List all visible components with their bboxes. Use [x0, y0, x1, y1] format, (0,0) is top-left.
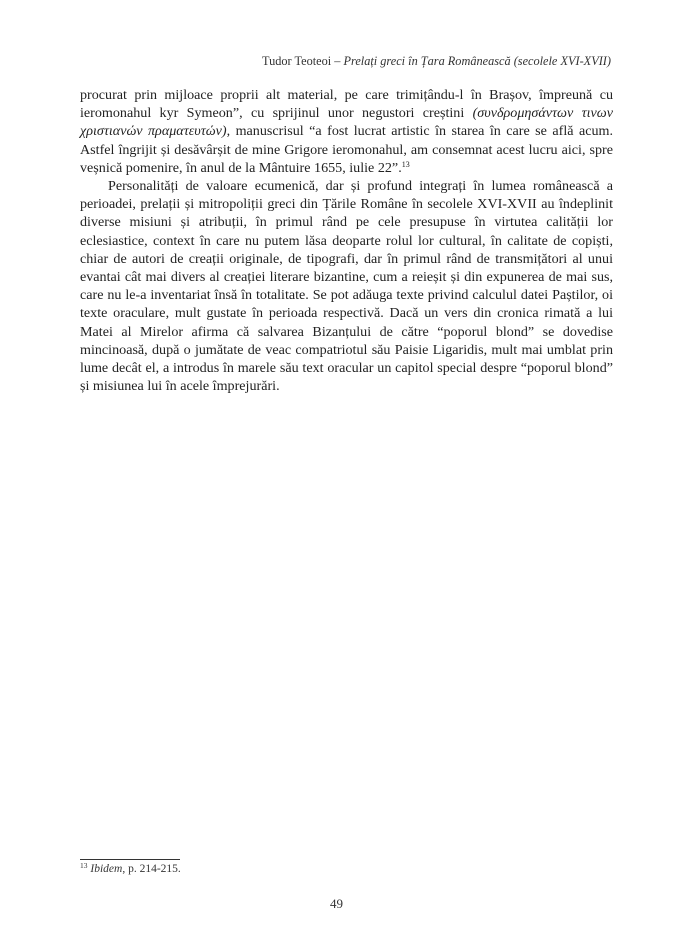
- header-separator: –: [331, 54, 344, 68]
- header-title: Prelați greci în Țara Românească (secolele XVI-XVII): [343, 54, 611, 68]
- paragraph-2: Personalități de valoare ecumenică, dar și profund integrați în lumea românească a perioadei, prelații și mitropoliții greci din Țările Române în secolele XVI-XVII au îndeplinit diverse misiuni și atribuții, în primul rând pe cele presupuse în virtutea calității lor eclesiastice, context în care nu putem lăsa deoparte rolul lor cultural, în calitate de copiști, chiar de autori de creații originale, de tipografi, dar în primul rând de transmițători al unui evantai cât mai divers al creației literare bizantine, cum a reieșit și din expunerea de mai sus, care nu le-a inventariat însă în totalitate. Se pot adăuga texte privind calculul datei Paștilor, oi texte oraculare, mult gustate în perioada respectivă. Dacă un vers din cronica rimată a lui Matei al Mirelor afirma că salvarea Bizanțului de către “poporul blond” se dovedise mincinoasă, după o jumătate de veac compatriotul său Paisie Ligaridis, mult mai umblat prin lume decât el, a introdus în marele său text oracular un capitol special despre “poporul blond” și misiunea lui în acele împrejurări.: [80, 178, 613, 395]
- paragraph-1-text-end: , manuscrisul “a fost lucrat artistic în starea în care se află acum. Astfel îngrijit și desăvârșit de mine Grigore ieromonahul, am consemnat acest lucru aici, spre veșnică pomenire, în anul de la Mântuire 1655, iulie 22”.: [80, 123, 613, 176]
- footnote-pages: , p. 214-215.: [122, 863, 181, 875]
- greek-quotation: (συνδρομησάντων τινων χριστιανών πραματευτών): [80, 105, 613, 140]
- paragraph-1-text-start: procurat prin mijloace proprii alt material, pe care trimițându-l în Brașov, împreună cu ieromonahul kyr Symeon”, cu sprijinul unor negustori creștini: [80, 87, 613, 122]
- footnote-reference[interactable]: 13: [401, 159, 410, 169]
- running-header: [262, 54, 611, 69]
- footnote-divider: [80, 859, 180, 860]
- body-text: [80, 86, 613, 395]
- footnote-ibidem: Ibidem: [90, 863, 123, 875]
- footnote-number: 13: [80, 861, 88, 870]
- header-author: Tudor Teoteoi: [262, 54, 332, 68]
- paragraph-1: [80, 86, 613, 177]
- footnote: [80, 863, 181, 875]
- page-number: 49: [330, 896, 343, 911]
